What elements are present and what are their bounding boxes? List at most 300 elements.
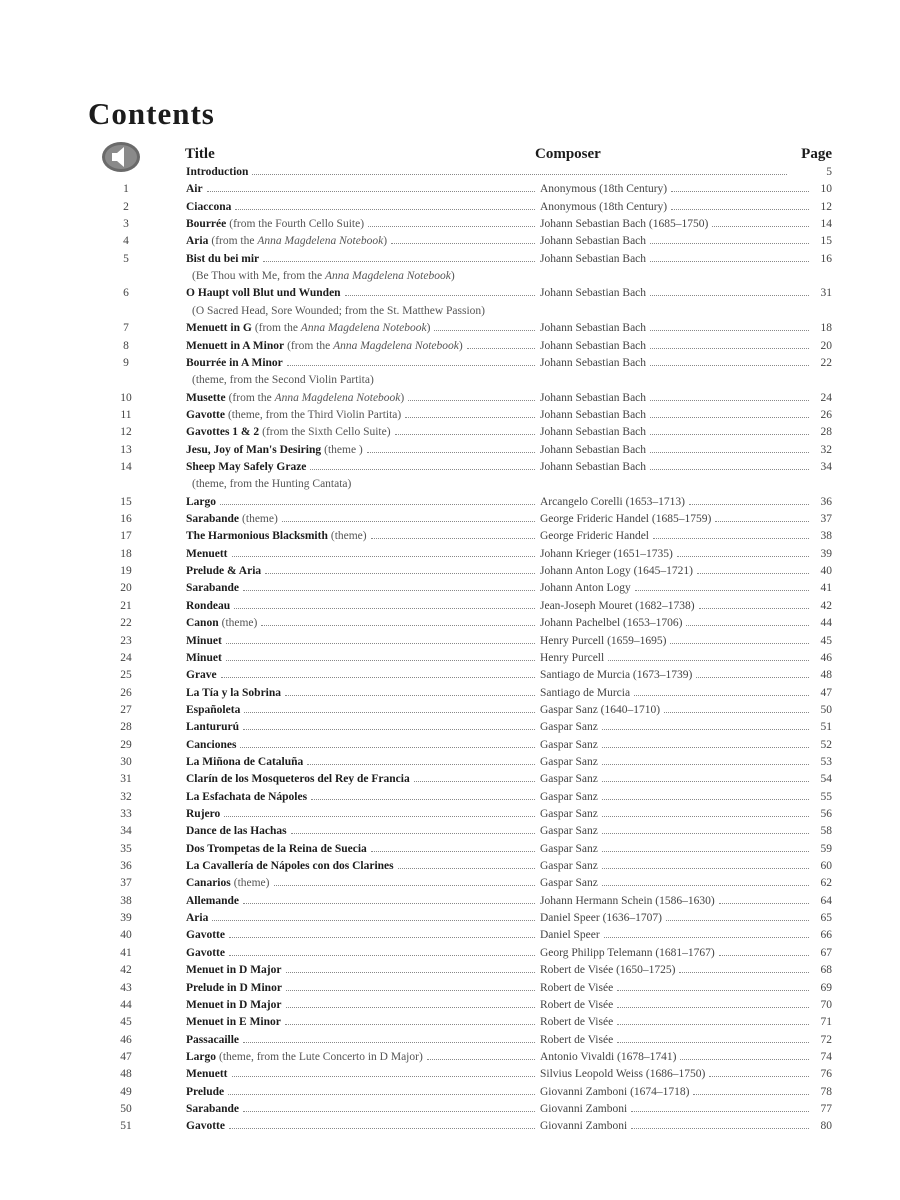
leader-dots <box>229 937 535 938</box>
entry-title <box>186 823 538 839</box>
toc-row-46[interactable] <box>0 1032 900 1048</box>
entry-page: 24 <box>820 391 832 404</box>
entry-title <box>186 546 538 562</box>
entry-composer-text: Henry Purcell (1659–1695) <box>540 634 667 647</box>
entry-composer <box>540 598 812 614</box>
toc-row-2[interactable] <box>0 199 900 215</box>
entry-number: 18 <box>120 547 132 560</box>
entry-composer-text: Johann Pachelbel (1653–1706) <box>540 617 683 630</box>
leader-dots <box>286 1007 536 1008</box>
toc-row-30[interactable] <box>0 754 900 770</box>
toc-row-44[interactable] <box>0 997 900 1013</box>
entry-number: 21 <box>120 599 132 612</box>
entry-composer-text: Gaspar Sanz <box>540 860 598 872</box>
leader-dots <box>311 799 535 800</box>
entry-composer <box>540 771 812 787</box>
entry-title <box>186 1014 538 1030</box>
leader-dots <box>395 434 535 435</box>
entry-number: 7 <box>123 322 129 335</box>
entry-title-text: Dos Trompetas de la Reina de Suecia <box>186 842 367 855</box>
entry-title <box>186 1066 538 1082</box>
entry-composer <box>540 285 812 301</box>
entry-title-text: Gavotte <box>186 408 225 421</box>
entry-composer-text: Johann Sebastian Bach <box>540 252 647 265</box>
leader-dots <box>650 400 809 401</box>
entry-composer <box>540 650 812 666</box>
entry-page: 44 <box>820 617 832 630</box>
entry-composer <box>540 806 812 822</box>
toc-row-39[interactable] <box>0 910 900 926</box>
entry-title-text: Aria <box>186 912 209 925</box>
leader-dots <box>414 781 535 782</box>
entry-page: 69 <box>820 981 832 994</box>
toc-row-16[interactable] <box>0 511 900 527</box>
entry-number: 44 <box>120 998 132 1011</box>
entry-page: 50 <box>820 703 832 716</box>
toc-row-50[interactable] <box>0 1101 900 1117</box>
entry-composer <box>540 685 812 701</box>
entry-composer-text: Robert de Visée <box>540 1016 614 1029</box>
entry-composer <box>540 181 812 197</box>
entry-title <box>186 702 538 718</box>
entry-composer <box>540 789 812 805</box>
entry-subtitle-continuation <box>0 476 900 492</box>
toc-row-5[interactable] <box>0 251 900 267</box>
entry-title <box>186 980 538 996</box>
entry-number: 4 <box>123 235 129 248</box>
entry-composer-text: Johann Sebastian Bach <box>540 287 647 300</box>
entry-composer-text: Johann Krieger (1651–1735) <box>540 547 673 560</box>
entry-composer-text: Giovanni Zamboni <box>540 1102 628 1115</box>
entry-number: 12 <box>120 426 132 439</box>
entry-page: 37 <box>820 513 832 525</box>
entry-composer <box>540 1049 812 1065</box>
leader-dots <box>631 1111 809 1112</box>
entry-page: 47 <box>820 686 832 699</box>
toc-row-42[interactable] <box>0 962 900 978</box>
entry-title-text: Menuet in D Major <box>186 964 282 977</box>
entry-title <box>186 390 538 406</box>
entry-composer <box>540 737 812 753</box>
toc-row-3[interactable] <box>0 216 900 232</box>
entry-title <box>186 320 538 336</box>
toc-row-9[interactable] <box>0 355 900 371</box>
entry-title-text: Prelude <box>186 1085 225 1098</box>
entry-title-text: Menuet in D Major <box>186 998 282 1011</box>
toc-row-40[interactable] <box>0 927 900 943</box>
leader-dots <box>243 1111 535 1112</box>
leader-dots <box>234 608 535 609</box>
leader-dots <box>650 295 809 296</box>
entry-title <box>186 598 538 614</box>
leader-dots <box>602 747 809 748</box>
entry-page: 52 <box>820 738 832 751</box>
entry-title-text: O Haupt voll Blut und Wunden <box>186 287 341 300</box>
entry-title-text: Gavotte <box>186 1120 225 1133</box>
toc-row-4[interactable] <box>0 233 900 249</box>
entry-composer <box>540 546 812 562</box>
entry-composer-text: Giovanni Zamboni (1674–1718) <box>540 1085 690 1098</box>
entry-title-text: Bourrée <box>186 218 227 231</box>
entry-composer <box>540 1118 812 1134</box>
entry-page: 28 <box>820 426 832 439</box>
toc-row-11[interactable] <box>0 407 900 423</box>
entry-number: 16 <box>120 513 132 525</box>
entry-title-text: Sarabande <box>186 1102 240 1115</box>
entry-composer <box>540 719 812 735</box>
toc-row-32[interactable] <box>0 789 900 805</box>
entry-composer <box>540 945 812 961</box>
leader-dots <box>631 1128 809 1129</box>
entry-number: 23 <box>120 634 132 647</box>
entry-composer <box>540 823 812 839</box>
leader-dots <box>650 330 809 331</box>
toc-row-26[interactable] <box>0 685 900 701</box>
entry-subtitle-continuation <box>0 303 900 319</box>
entry-composer <box>540 251 812 267</box>
leader-dots <box>671 191 809 192</box>
toc-row-8[interactable] <box>0 338 900 354</box>
entry-number: 27 <box>120 703 132 716</box>
entry-page: 59 <box>820 842 832 855</box>
leader-dots <box>243 590 535 591</box>
entry-title <box>186 910 538 926</box>
toc-row-48[interactable] <box>0 1066 900 1082</box>
leader-dots <box>467 348 535 349</box>
leader-dots <box>243 903 535 904</box>
entry-page: 53 <box>820 755 832 768</box>
leader-dots <box>602 764 809 765</box>
entry-title <box>186 199 538 215</box>
entry-title <box>186 667 538 683</box>
entry-title <box>186 338 538 354</box>
toc-row-12[interactable] <box>0 424 900 440</box>
entry-title <box>186 650 538 666</box>
entry-composer <box>540 875 812 891</box>
entry-page: 48 <box>820 669 832 682</box>
entry-composer-text: Johann Sebastian Bach <box>540 460 647 473</box>
entry-subtitle: (from the Sixth Cello Suite) <box>262 426 391 439</box>
entry-title-text: Ciaccona <box>186 200 232 213</box>
leader-dots <box>307 764 535 765</box>
entry-title-text: Air <box>186 183 203 196</box>
entry-composer-text: Johann Sebastian Bach <box>540 443 647 456</box>
entry-title-text: Jesu, Joy of Man's Desiring <box>186 443 322 456</box>
entry-title <box>186 164 790 180</box>
entry-title-text: La Esfachata de Nápoles <box>186 790 308 803</box>
entry-composer-text: Gaspar Sanz <box>540 773 598 786</box>
leader-dots <box>650 365 809 366</box>
entry-composer <box>540 424 812 440</box>
toc-row-1[interactable] <box>0 181 900 197</box>
toc-row-51[interactable] <box>0 1118 900 1134</box>
leader-dots <box>261 625 535 626</box>
toc-row-41[interactable] <box>0 945 900 961</box>
entry-number: 2 <box>123 200 129 213</box>
toc-row-20[interactable] <box>0 580 900 596</box>
leader-dots <box>617 990 809 991</box>
toc-row-23[interactable] <box>0 633 900 649</box>
leader-dots <box>604 937 809 938</box>
entry-page: 64 <box>820 894 832 907</box>
entry-title <box>186 251 538 267</box>
leader-dots <box>235 209 535 210</box>
entry-composer <box>540 580 812 596</box>
entry-composer <box>540 1066 812 1082</box>
entry-number: 28 <box>120 721 132 734</box>
entry-number: 48 <box>120 1068 132 1081</box>
entry-composer <box>540 563 812 579</box>
entry-number: 46 <box>120 1033 132 1046</box>
entry-subtitle: (theme) <box>242 513 278 525</box>
toc-row-29[interactable] <box>0 737 900 753</box>
toc-row-38[interactable] <box>0 893 900 909</box>
entry-composer-text: Johann Sebastian Bach <box>540 322 647 335</box>
entry-composer <box>540 233 812 249</box>
entry-page: 46 <box>820 651 832 664</box>
entry-composer <box>540 980 812 996</box>
entry-composer <box>540 927 812 943</box>
toc-row-36[interactable] <box>0 858 900 874</box>
entry-subtitle: (from the Anna Magdelena Notebook) <box>254 322 431 335</box>
entry-title <box>186 615 538 631</box>
entry-composer-text: George Frideric Handel <box>540 530 649 543</box>
entry-title <box>186 407 538 423</box>
entry-title <box>186 927 538 943</box>
entry-number: 42 <box>120 964 132 977</box>
leader-dots <box>635 590 809 591</box>
entry-composer-text: Anonymous (18th Century) <box>540 183 668 196</box>
entry-number: 36 <box>120 860 132 872</box>
entry-composer-text: Johann Sebastian Bach <box>540 235 647 248</box>
entry-title-text: Sheep May Safely Graze <box>186 460 307 473</box>
entry-page: 41 <box>820 582 832 595</box>
toc-row-15[interactable] <box>0 494 900 510</box>
entry-title-text: La Tía y la Sobrina <box>186 686 282 699</box>
entry-subtitle: (theme) <box>221 617 258 630</box>
entry-title-text: Sarabande <box>186 513 240 525</box>
leader-dots <box>285 1024 535 1025</box>
entry-composer-text: Silvius Leopold Weiss (1686–1750) <box>540 1068 706 1081</box>
leader-dots <box>398 868 535 869</box>
toc-row-6[interactable] <box>0 285 900 301</box>
entry-number: 25 <box>120 669 132 682</box>
entry-number: 43 <box>120 981 132 994</box>
leader-dots <box>602 868 809 869</box>
entry-page: 32 <box>820 443 832 456</box>
entry-page: 31 <box>820 287 832 300</box>
toc-row-10[interactable] <box>0 390 900 406</box>
entry-composer-text: Johann Sebastian Bach (1685–1750) <box>540 218 709 231</box>
toc-row-18[interactable] <box>0 546 900 562</box>
entry-title <box>186 806 538 822</box>
leader-dots <box>602 799 809 800</box>
entry-composer <box>540 667 812 683</box>
entry-page: 55 <box>820 790 832 803</box>
leader-dots <box>226 643 535 644</box>
column-header-composer: Composer <box>535 146 601 162</box>
leader-dots <box>282 521 535 522</box>
toc-row-17[interactable] <box>0 528 900 544</box>
leader-dots <box>244 712 535 713</box>
leader-dots <box>232 556 535 557</box>
entry-composer-text: Santiago de Murcia <box>540 686 631 699</box>
entry-title-text: Menuett in G <box>186 322 252 335</box>
entry-composer-text: Gaspar Sanz <box>540 825 598 838</box>
entry-title-text: Canciones <box>186 738 237 751</box>
leader-dots <box>664 712 809 713</box>
entry-composer-text: Arcangelo Corelli (1653–1713) <box>540 495 685 508</box>
leader-dots <box>252 174 787 175</box>
entry-composer <box>540 355 812 371</box>
entry-title <box>186 893 538 909</box>
leader-dots <box>653 538 809 539</box>
entry-composer-text: George Frideric Handel (1685–1759) <box>540 513 712 525</box>
leader-dots <box>232 1076 535 1077</box>
entry-composer-text: Anonymous (18th Century) <box>540 200 668 213</box>
toc-row-19[interactable] <box>0 563 900 579</box>
entry-composer-text: Gaspar Sanz <box>540 877 598 890</box>
toc-row-27[interactable] <box>0 702 900 718</box>
toc-row-28[interactable] <box>0 719 900 735</box>
entry-composer-text: Gaspar Sanz <box>540 738 598 751</box>
leader-dots <box>291 833 535 834</box>
entry-subtitle: (from the Anna Magdelena Notebook) <box>287 339 463 352</box>
leader-dots <box>371 851 535 852</box>
entry-number: 40 <box>120 929 132 942</box>
leader-dots <box>367 452 535 453</box>
entry-title <box>186 789 538 805</box>
leader-dots <box>666 920 809 921</box>
toc-row-33[interactable] <box>0 806 900 822</box>
toc-row-14[interactable] <box>0 459 900 475</box>
entry-page: 34 <box>820 460 832 473</box>
entry-composer-text: Johann Sebastian Bach <box>540 408 647 421</box>
entry-title <box>186 424 538 440</box>
entry-page: 39 <box>820 547 832 560</box>
leader-dots <box>224 816 535 817</box>
leader-dots <box>602 781 809 782</box>
toc-row-31[interactable] <box>0 771 900 787</box>
entry-composer <box>540 997 812 1013</box>
entry-composer-text: Georg Philipp Telemann (1681–1767) <box>540 946 715 959</box>
entry-title <box>186 1118 538 1134</box>
entry-title-text: Menuett <box>186 1068 228 1081</box>
entry-title <box>186 1084 538 1100</box>
leader-dots <box>263 261 535 262</box>
entry-composer <box>540 633 812 649</box>
entry-number: 1 <box>123 183 129 196</box>
leader-dots <box>602 816 809 817</box>
entry-composer-text: Gaspar Sanz <box>540 790 598 803</box>
entry-title <box>186 285 538 301</box>
entry-page: 65 <box>820 912 832 925</box>
leader-dots <box>287 365 535 366</box>
leader-dots <box>220 504 535 505</box>
leader-dots <box>229 955 535 956</box>
entry-title-text: Rondeau <box>186 599 231 612</box>
toc-row-43[interactable] <box>0 980 900 996</box>
entry-composer-text: Robert de Visée <box>540 981 614 994</box>
entry-composer <box>540 338 812 354</box>
entry-number: 11 <box>120 408 132 421</box>
entry-page: 42 <box>820 599 832 612</box>
entry-number: 22 <box>120 617 132 630</box>
entry-title-text: Introduction <box>186 166 249 178</box>
entry-composer-text: Gaspar Sanz (1640–1710) <box>540 703 661 716</box>
entry-number: 31 <box>120 773 132 786</box>
entry-page: 71 <box>820 1016 832 1029</box>
entry-composer <box>540 199 812 215</box>
entry-number: 34 <box>120 825 132 838</box>
entry-title <box>186 494 538 510</box>
toc-row-47[interactable] <box>0 1049 900 1065</box>
entry-page: 51 <box>820 721 832 734</box>
entry-number: 37 <box>120 877 132 890</box>
entry-title-text: Bist du bei mir <box>186 252 260 265</box>
toc-intro-row[interactable] <box>0 164 900 180</box>
entry-subtitle: (theme, from the Lute Concerto in D Major) <box>219 1050 423 1063</box>
leader-dots <box>286 990 535 991</box>
toc-row-21[interactable] <box>0 598 900 614</box>
toc-row-22[interactable] <box>0 615 900 631</box>
entry-title-text: Españoleta <box>186 703 241 716</box>
entry-subtitle: (theme) <box>233 877 270 890</box>
entry-title <box>186 1049 538 1065</box>
entry-composer <box>540 702 812 718</box>
entry-composer <box>540 754 812 770</box>
entry-title <box>186 442 538 458</box>
entry-title <box>186 181 538 197</box>
page-title: Contents <box>88 96 215 131</box>
entry-subtitle: (O Sacred Head, Sore Wounded; from the St. Matthew Passion) <box>192 304 486 317</box>
entry-page: 12 <box>820 200 832 213</box>
leader-dots <box>285 695 535 696</box>
leader-dots <box>207 191 535 192</box>
entry-title-text: Minuet <box>186 634 222 647</box>
entry-number: 33 <box>120 808 132 820</box>
entry-page: 78 <box>820 1085 832 1098</box>
toc-row-7[interactable] <box>0 320 900 336</box>
entry-title-text: Canarios <box>186 877 231 890</box>
toc-row-24[interactable] <box>0 650 900 666</box>
toc-row-37[interactable] <box>0 875 900 891</box>
entry-page: 76 <box>820 1068 832 1081</box>
entry-page: 68 <box>820 964 832 977</box>
leader-dots <box>368 226 535 227</box>
entry-title-text: The Harmonious Blacksmith <box>186 530 328 543</box>
toc-row-45[interactable] <box>0 1014 900 1030</box>
leader-dots <box>229 1128 535 1129</box>
entry-title <box>186 771 538 787</box>
toc-row-49[interactable] <box>0 1084 900 1100</box>
toc-row-35[interactable] <box>0 841 900 857</box>
entry-subtitle: (theme ) <box>324 443 363 456</box>
toc-row-25[interactable] <box>0 667 900 683</box>
entry-number: 41 <box>120 946 132 959</box>
entry-number: 49 <box>120 1085 132 1098</box>
entry-composer-text: Johann Sebastian Bach <box>540 426 647 439</box>
toc-row-13[interactable] <box>0 442 900 458</box>
entry-composer <box>540 216 812 232</box>
leader-dots <box>617 1042 809 1043</box>
entry-page: 72 <box>820 1033 832 1046</box>
toc-row-34[interactable] <box>0 823 900 839</box>
entry-composer-text: Daniel Speer <box>540 929 600 942</box>
entry-subtitle: (from the Anna Magdelena Notebook) <box>228 391 405 404</box>
leader-dots <box>608 660 809 661</box>
entry-composer-text: Antonio Vivaldi (1678–1741) <box>540 1050 677 1063</box>
